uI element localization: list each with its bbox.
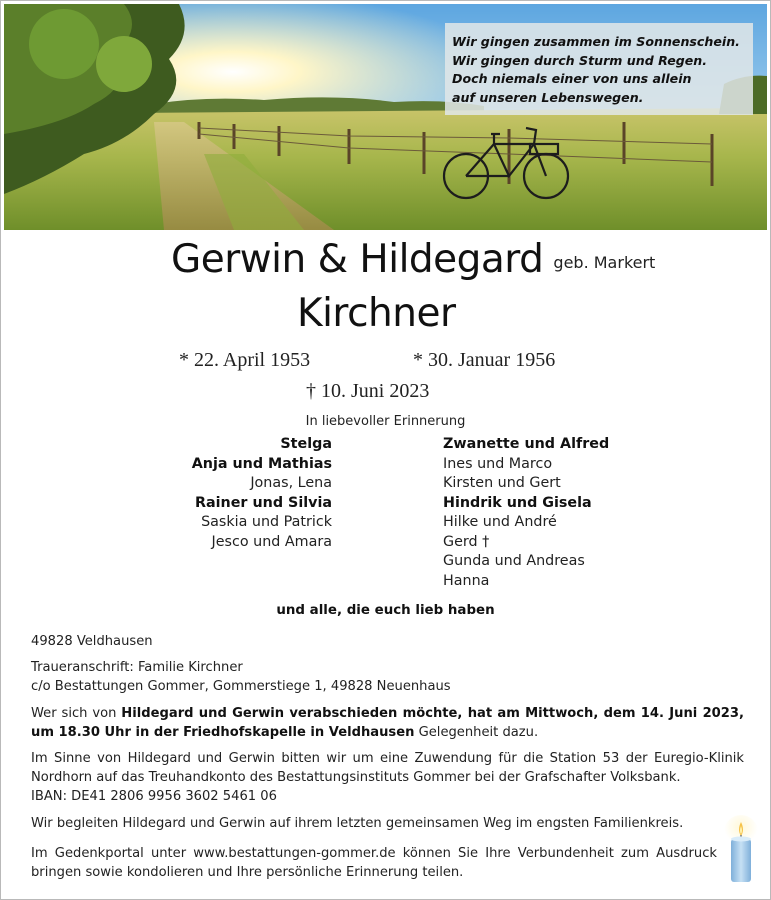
farewell-text-bold: Hildegard und Gerwin verabschieden möchte, hat am Mittwoch, dem 14. Juni 2023, um 18.30 Uhr in der Friedhofskapelle in Veldhausen (31, 706, 744, 741)
farewell-notice (31, 704, 744, 742)
family-list-right (443, 435, 663, 591)
family-member: Zwanette und Alfred (443, 436, 610, 452)
candle-icon (724, 814, 758, 884)
mourning-address (31, 658, 715, 696)
family-member: Hilke und André (443, 514, 557, 530)
family-member: Saskia und Patrick (201, 514, 332, 530)
poem-line: Doch niemals einer von uns allein (452, 71, 692, 86)
birth-date-gerwin: * 22. April 1953 (179, 349, 311, 371)
poem-box (445, 23, 753, 115)
family-member: Ines und Marco (443, 455, 553, 472)
donation-text: Im Sinne von Hildegard und Gerwin bitten wir um eine Zuwendung für die Station 53 der Euregio-Klinik Nordhorn auf das Treuhandkonto des Bestattungsinstituts Gommer bei der Grafschafter Volksbank. (31, 751, 744, 786)
private-note-text: Wir begleiten Hildegard und Gerwin auf ihrem letzten gemeinsamen Weg im engsten Familienkreis. (31, 816, 684, 831)
header-photo (4, 4, 767, 230)
family-member: Hindrik und Gisela (443, 494, 592, 511)
birth-date-hildegard: * 30. Januar 1956 (413, 349, 556, 371)
farewell-text-1: Wer sich von (31, 706, 122, 721)
first-names: Gerwin & Hildegard (171, 237, 544, 282)
place-line (31, 632, 715, 651)
private-note (31, 814, 721, 833)
address-line-2: c/o Bestattungen Gommer, Gommerstiege 1, 49828 Neuenhaus (31, 679, 451, 695)
closing-line: und alle, die euch lieb haben (276, 603, 495, 618)
memorial-intro: In liebevoller Erinnerung (305, 414, 466, 429)
iban: IBAN: DE41 2806 9956 3602 5461 06 (31, 789, 277, 805)
family-member: Gunda und Andreas (443, 553, 585, 569)
family-member: Hanna (443, 572, 490, 589)
address-line-1: Traueranschrift: Familie Kirchner (31, 660, 243, 675)
family-list-left (132, 435, 332, 552)
family-member: Gerd † (443, 533, 490, 550)
poem-line: Wir gingen zusammen im Sonnenschein. (452, 34, 740, 49)
family-member: Anja und Mathias (191, 455, 332, 472)
family-member: Rainer und Silvia (195, 494, 332, 511)
deceased-first-names (171, 237, 655, 282)
family-member: Kirsten und Gert (443, 475, 561, 491)
family-member: Jesco und Amara (211, 533, 332, 550)
surname: Kirchner (297, 291, 456, 336)
death-date: † 10. Juni 2023 (306, 380, 430, 402)
portal-note (31, 844, 717, 882)
farewell-text-2: Gelegenheit dazu. (414, 725, 539, 741)
portal-note-text: Im Gedenkportal unter www.bestattungen-gommer.de können Sie Ihre Verbundenheit zum Ausdruck bringen sowie kondolieren und Ihre persönliche Erinnerung teilen. (31, 846, 717, 881)
place: 49828 Veldhausen (31, 634, 153, 649)
maiden-name: geb. Markert (553, 253, 656, 272)
family-member: Jonas, Lena (250, 475, 332, 491)
poem-line: auf unseren Lebenswegen. (452, 89, 644, 105)
family-member: Stelga (280, 436, 332, 452)
poem-line: Wir gingen durch Sturm und Regen. (452, 52, 708, 68)
donation-notice (31, 749, 744, 807)
